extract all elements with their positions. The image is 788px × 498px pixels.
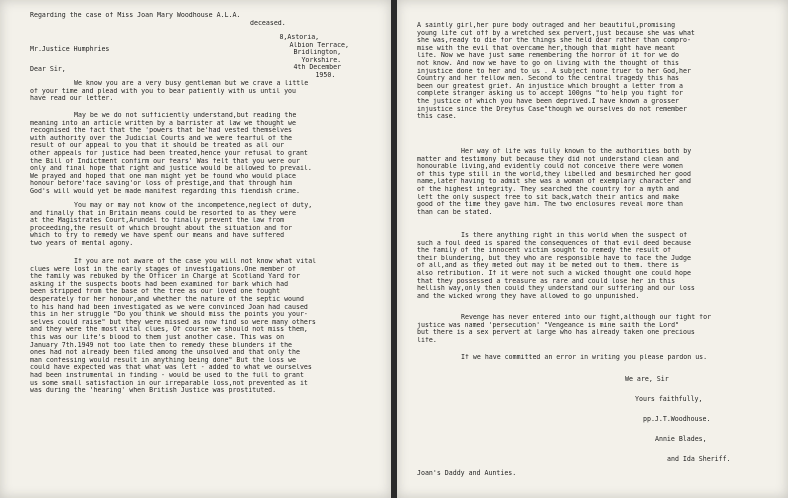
text-line: than can be stated. [417,208,493,216]
text-line: the family was rebuked by the Officer in Charge at Scotland Yard for [30,273,300,281]
text-line: justice was named 'persecution' "Vengeance is mine saith the Lord" [417,321,680,329]
text-line: A saintly girl,her pure body outraged and her beautiful,promising [417,22,676,29]
subject-heading [30,12,360,27]
paragraph-4 [417,314,773,344]
text-line: been our greatest grief. An injustice which brought a letter from a [417,82,683,90]
text-line: at the Magistrates Court,Arundel to finally prevent the law from [30,217,285,225]
paragraph-2 [30,112,370,196]
salutation: Dear Sir, [30,65,66,73]
paragraph-3 [417,232,773,300]
address-line: Yorkshire. [301,56,342,64]
text-line: was during the 'hearing' when British Justice was prostituted. [30,387,277,395]
paragraph-1 [30,80,370,103]
address-line: 8,Astoria, [279,34,320,41]
text-line: have read our letter. [30,95,114,103]
text-line: meaning into an article written by a barrister at law we thought we [30,119,296,127]
text-line: of the highest integrity. They searched the country for a myth and [417,185,680,193]
address-line: 1950. [315,71,336,79]
text-line: man confessing would result in anything being done" But the loss we [30,356,296,364]
text-line: the Bill of Indictment confirm our fears' Was felt that you were our [30,157,300,165]
text-line: two years of mental agony. [30,239,134,247]
text-line: ones had not already been filed among the unsolved and that only the [30,349,300,357]
text-line: which to try to remedy we have spent our means and have suffered [30,232,285,240]
text-line: If we have committed an error in writing you please pardon us. [461,354,708,361]
recipient-name: Mr.Justice Humphries [30,45,110,53]
text-line: had been instrumental in finding - would be used to the full to grant [30,371,304,379]
text-line: God's will would yet be made manifest regarding this fiendish crime. [30,187,300,195]
text-line: Revenge has never entered into our fight,although our fight for [461,314,712,321]
text-line: other appeals for justice had been treated,hence your refusal to grant [30,149,308,157]
subject-line: Regarding the case of Miss Joan Mary Woodhouse A.L.A. [30,12,241,19]
text-line: Her way of life was fully known to the authorities both by [461,148,692,155]
text-line: Is there anything right in this world when the suspect of [461,232,688,239]
text-line: hellish way,only then could they understand our suffering and our loss [417,285,695,293]
text-line: matter and testimony but because they did not understand clean and [417,155,680,163]
text-line: also retribution. If it were not such a wicked thought one could hope [417,269,691,277]
text-line: life. [417,336,437,344]
text-line: You may or may not know of the incompetence,neglect of duty, [74,202,313,209]
text-line: to his hand had been investigated as we were convinced Joan had caused [30,303,308,311]
paragraph-1 [417,22,773,121]
paragraph-4 [30,258,370,395]
text-line: been stripped from the base of the tree as our loved one fought [30,288,281,296]
paragraph-3 [30,202,370,248]
paragraph-2 [417,148,773,216]
text-line: May be we do not sufficiently understand,but reading the [74,112,297,119]
letter-page-left [0,0,391,498]
text-line: honour before'face saving'or loss of prestige,and that through him [30,180,293,188]
text-line: If you are not aware of the case you will not know what vital [74,258,317,265]
valediction: Yours faithfully, [635,395,703,403]
text-line: good of the time they gave him. The two enclosures reveal more than [417,201,683,209]
text-line: the family of the innocent victim sought to remedy the result of [417,247,672,255]
text-line: and finally that in Britain means could be resorted to as they were [30,209,296,217]
text-line: she was,ready to die for the things she held dear rather than compro- [417,37,691,45]
text-line: their blundering, but they who are responsible have to face the Judge [417,254,691,262]
text-line: We know you are a very busy gentleman but we crave a little [74,80,309,87]
text-line: of all,and as they meted out may it be meted out to them. there is [417,262,680,270]
closing-line: We are, Sir [625,375,669,383]
text-line: this was our life's blood to them just another case. This was on [30,333,285,341]
text-line: the justice of which you have been deprived.I have known a grosser [417,97,680,105]
text-line: result of our appeal to you that it should be treated as all our [30,142,285,150]
text-line: desperately for her honour,and whether the nature of the septic wound [30,295,304,303]
paragraph-5 [417,354,773,362]
letter-page-right [397,0,788,498]
text-line: this case. [417,113,457,121]
address-line: Albion Terrace, [289,41,349,49]
text-line: that they possessed a treasure as rare and could lose her in this [417,277,676,285]
text-line: with authority over the Judicial Courts and we were fearful of the [30,134,293,142]
signatory: pp.J.T.Woodhouse. [643,415,711,423]
signature-footer: Joan's Daddy and Aunties. [417,469,517,477]
text-line: injustice done to her and to us . A subject none truer to her God,her [417,67,691,75]
text-line: We prayed and hoped that one man might yet be found who would place [30,172,296,180]
signatory: Annie Blades, [655,435,707,443]
text-line: proceeding,the result of which brought about the situation and for [30,224,293,232]
signatory: and Ida Sheriff. [667,455,731,463]
text-line: name,later having to admit she was a woman of exemplary character and [417,178,691,186]
text-line: and they were the most vital clues, Of course we should not miss them, [30,326,308,334]
address-line: Bridlington, [293,49,342,57]
text-line: not know. And now we have to go on living with the thought of this [417,59,680,67]
text-line: honourable living,and evidently could not conceive there were women [417,163,683,171]
text-line: complete stranger asking us to accept 100gns "to help you fight for [417,90,683,98]
text-line: selves could raise" but they were missed as now find so were many others [30,318,316,326]
text-line: recognised the fact that the 'powers that be'had vested themselves [30,127,293,135]
text-line: mise with the evil that overcame her,though that might have meant [417,44,676,52]
text-line: but there is a sex pervert at large who has already taken one precious [417,329,695,337]
text-line: us some small satisfaction in our irreparable loss,not prevented as it [30,379,308,387]
subject-line-deceased: deceased. [250,19,286,27]
text-line: could have expected was that what was left - added to what we ourselves [30,364,312,372]
text-line: such a foul deed is spared the consequences of that evil deed because [417,239,691,247]
address-line: 4th December [293,64,342,72]
text-line: this in her struggle "Do you think we should miss the points you your- [30,311,308,319]
text-line: of this type still in the world,they libelled and besmirched her good [417,170,691,178]
text-line: young life cut off by a wretched sex pervert,just because she was what [417,29,695,37]
text-line: life. Now we have just same remembering the horror of it for we do [417,52,680,60]
text-line: Country and her fellow men. Second to the central tragedy this has [417,75,680,83]
text-line: only and final hope that right and justice would be allowed to prevail. [30,165,312,173]
text-line: clues were lost in the early stages of investigations.One member of [30,265,296,273]
sender-address [279,34,349,80]
text-line: January 7th.1949 not too late then to remedy these blunders if the [30,341,293,349]
text-line: left the only suspect free to sit back,watch their antics and make [417,193,680,201]
text-line: of your time and plead with you to bear patiently with us until you [30,87,296,95]
text-line: asking if the suspects boots had been examined for bark which had [30,280,289,288]
text-line: and the wicked wrong they have allowed to go unpunished. [417,292,640,300]
text-line: injustice since the Dreyfus Case"though we ourselves do not remember [417,105,687,113]
